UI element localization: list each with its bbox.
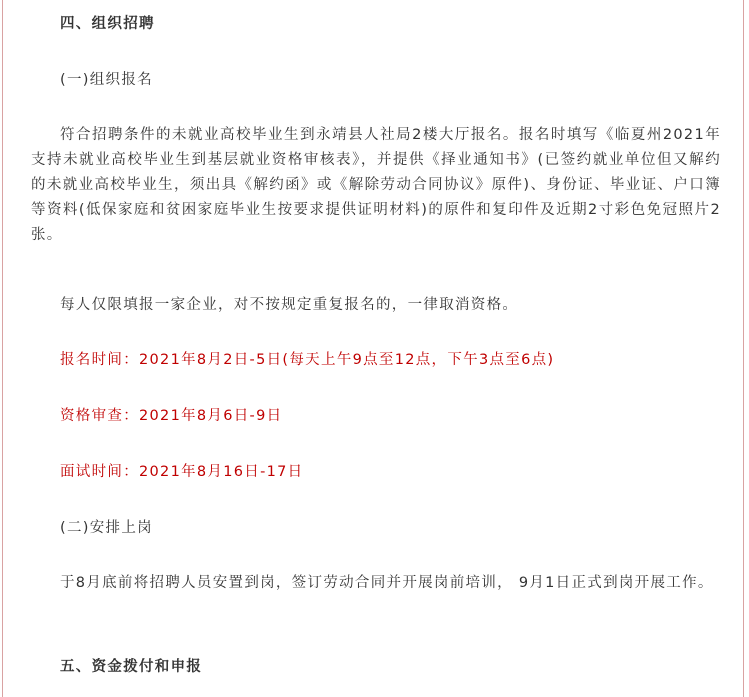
interview-time-notice: 面试时间：2021年8月16日-17日 <box>60 464 304 480</box>
sub2-heading: (二)安排上岗 <box>60 520 153 536</box>
qualification-review-notice: 资格审查：2021年8月6日-9日 <box>60 408 283 424</box>
paragraph-job-placement: 于8月底前将招聘人员安置到岗，签订劳动合同并开展岗前培训， 9月1日正式到岗开展工作。 <box>60 575 714 591</box>
paragraph-single-enterprise-rule: 每人仅限填报一家企业，对不按规定重复报名的，一律取消资格。 <box>60 297 519 313</box>
section5-heading: 五、资金拨付和申报 <box>60 659 203 675</box>
registration-time-notice: 报名时间：2021年8月2日-5日(每天上午9点至12点，下午3点至6点) <box>60 352 555 368</box>
sub1-heading: (一)组织报名 <box>60 72 153 88</box>
section4-heading: 四、组织招聘 <box>60 16 155 32</box>
paragraph-registration-requirements: 符合招聘条件的未就业高校毕业生到永靖县人社局2楼大厅报名。报名时填写《临夏州2021年支持未就业高校毕业生到基层就业资格审核表》，并提供《择业通知书》(已签约就业单位但又解约的未就业高校毕业生，须出具《解约函》或《解除劳动合同协议》原件)、身份证、毕业证、户口簿等资料(低保家庭和贫困家庭毕业生按要求提供证明材料)的原件和复印件及近期2寸彩色免冠照片2张。 <box>31 127 721 243</box>
